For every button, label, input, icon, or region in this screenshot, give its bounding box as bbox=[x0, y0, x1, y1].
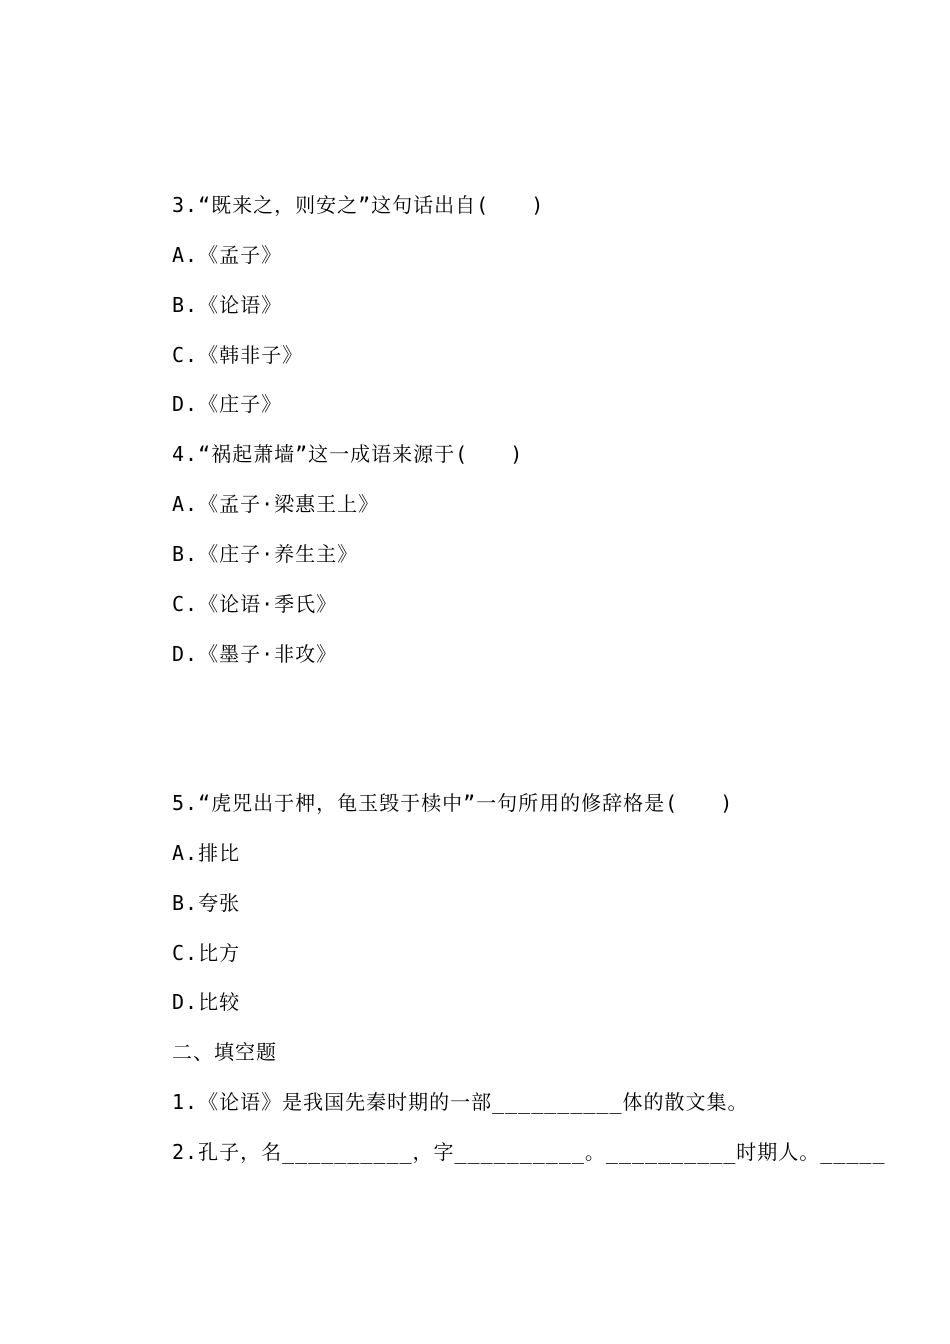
question-5-stem: 5.“虎兕出于柙，龟玉毁于椟中”一句所用的修辞格是( ) bbox=[172, 791, 734, 815]
fill-blank-item-2: 2.孔子，名__________，字__________。__________时期人。_____ bbox=[172, 1140, 886, 1164]
question-4-option-a: A.《孟子·梁惠王上》 bbox=[172, 492, 380, 516]
question-3-option-b: B.《论语》 bbox=[172, 293, 283, 317]
question-3-option-c: C.《韩非子》 bbox=[172, 343, 304, 367]
question-4-option-b: B.《庄子·养生主》 bbox=[172, 542, 359, 566]
fill-blank-item-1: 1.《论语》是我国先秦时期的一部__________体的散文集。 bbox=[172, 1090, 749, 1114]
question-4-option-d: D.《墨子·非攻》 bbox=[172, 642, 338, 666]
question-5-option-b: B.夸张 bbox=[172, 891, 241, 915]
question-5-option-c: C.比方 bbox=[172, 941, 241, 965]
question-3-stem: 3.“既来之，则安之”这句话出自( ) bbox=[172, 193, 545, 217]
section-2-heading: 二、填空题 bbox=[172, 1040, 277, 1064]
question-3-option-a: A.《孟子》 bbox=[172, 243, 283, 267]
question-5-option-d: D.比较 bbox=[172, 990, 241, 1014]
question-5-option-a: A.排比 bbox=[172, 841, 241, 865]
question-4-option-c: C.《论语·季氏》 bbox=[172, 592, 338, 616]
question-4-stem: 4.“祸起萧墙”这一成语来源于( ) bbox=[172, 442, 524, 466]
question-3-option-d: D.《庄子》 bbox=[172, 392, 283, 416]
